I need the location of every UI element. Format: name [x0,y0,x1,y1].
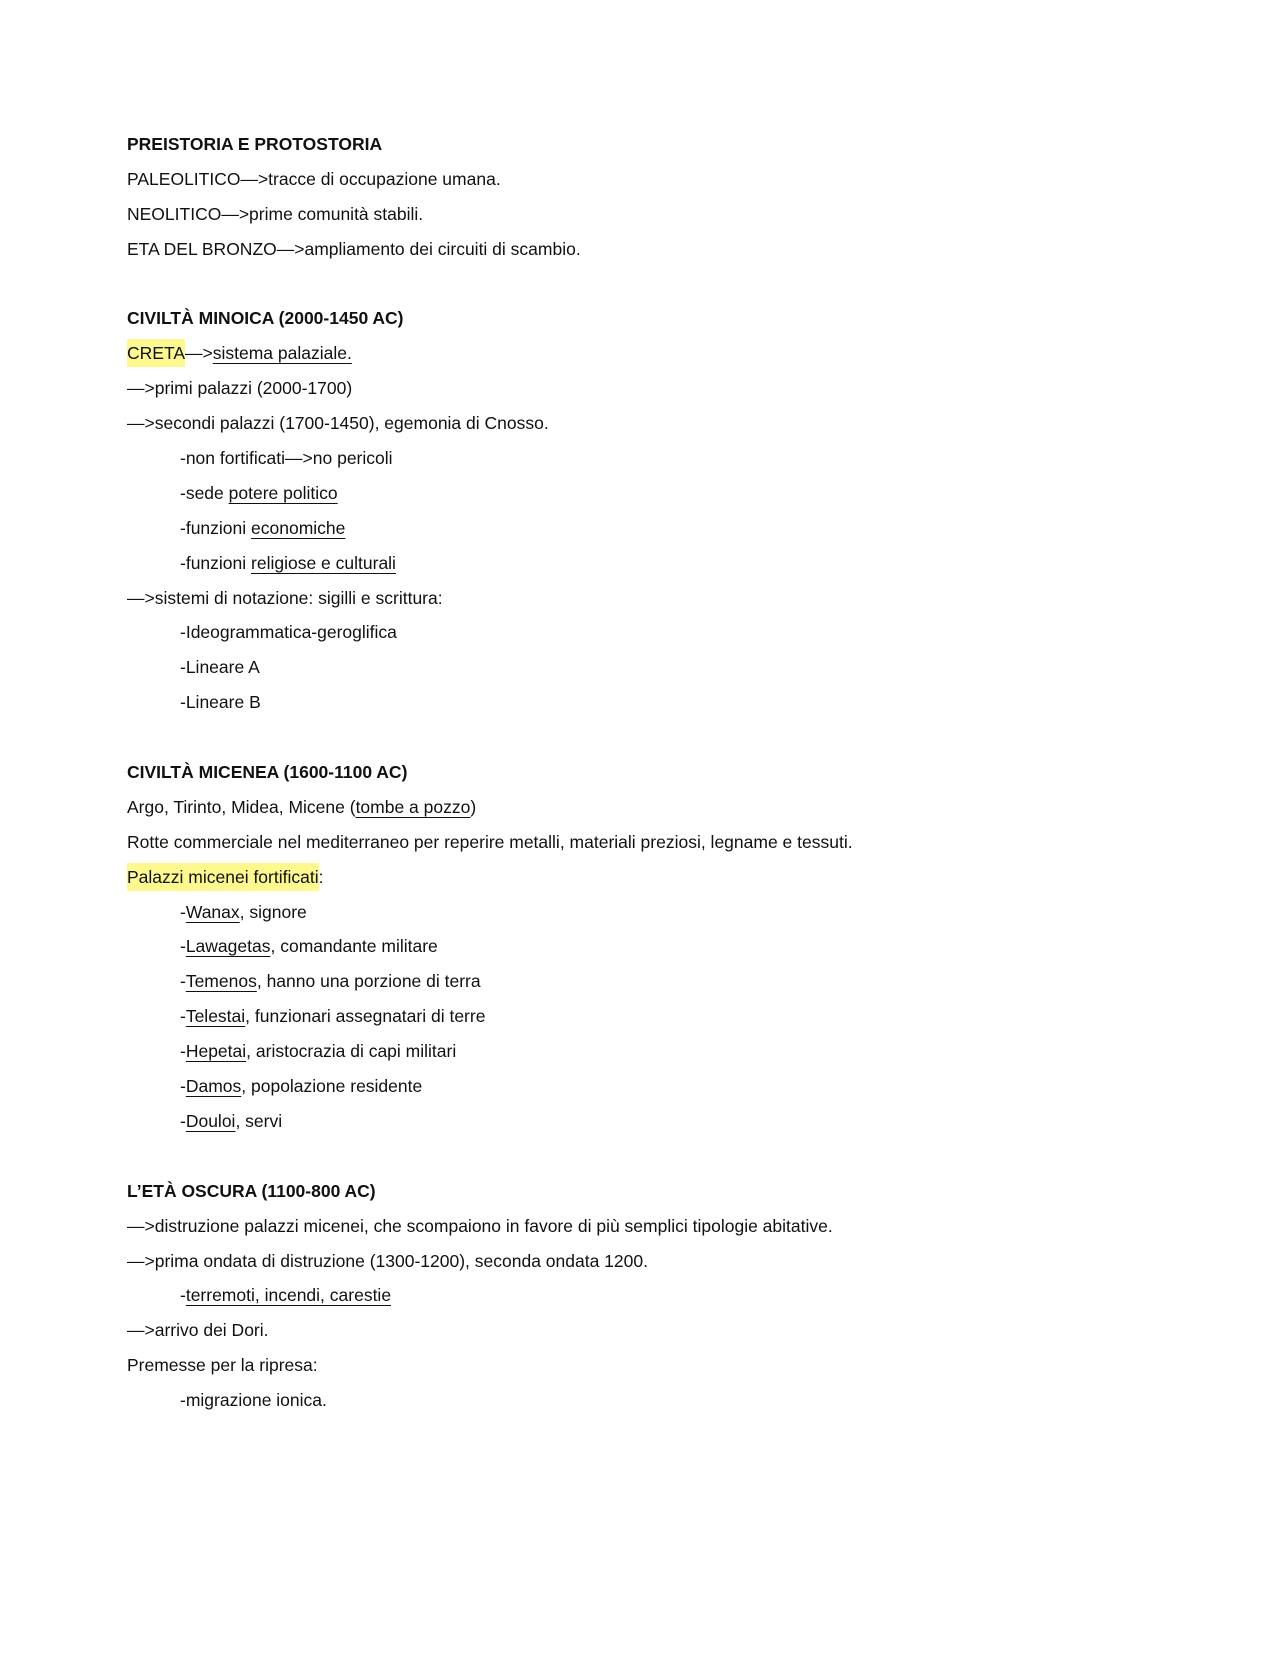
section-heading: CIVILTÀ MICENEA (1600-1100 AC) [127,762,408,783]
text-line [127,790,1157,825]
text-line: —>arrivo dei Dori. [127,1320,269,1341]
document-page [127,127,1157,1418]
role-name: Lawagetas [185,936,271,957]
text-line: —>secondi palazzi (1700-1450), egemonia di Cnosso. [127,413,549,434]
role-name: Hepetai [185,1041,247,1062]
role-desc: , comandante militare [270,936,438,957]
text-line: -Lineare B [180,692,261,713]
text-line [127,1278,1157,1313]
text-line: —>prima ondata di distruzione (1300-1200), seconda ondata 1200. [127,1250,648,1271]
underlined-text: sistema palaziale [212,343,347,364]
text-line [127,546,1157,581]
text-line: -migrazione ionica. [180,1390,327,1411]
dash: - [180,1110,186,1131]
dash: - [180,936,186,957]
underlined-text: tombe a pozzo [355,796,471,817]
text: -funzioni [180,517,252,538]
role-item [127,1069,1157,1104]
dash: - [180,1006,186,1027]
role-item [127,1104,1157,1139]
section-heading: L’ETÀ OSCURA (1100-800 AC) [127,1180,376,1201]
text: -sede [180,482,229,503]
text: -funzioni [180,552,252,573]
section-heading: PREISTORIA E PROTOSTORIA [127,134,383,154]
role-desc: , signore [239,901,307,922]
text-line: NEOLITICO—>prime comunità stabili. [127,203,424,224]
underlined-text: potere politico [228,482,338,503]
role-item [127,964,1157,999]
role-desc: , hanno una porzione di terra [256,971,481,992]
dash: - [180,1041,186,1062]
text-line [127,860,1157,895]
text-line [127,511,1157,546]
text-line: ETA DEL BRONZO—>ampliamento dei circuiti di scambio. [127,238,581,259]
role-name: Wanax [185,901,240,922]
text-line: —>primi palazzi (2000-1700) [127,378,353,399]
text-line [127,476,1157,511]
text-line: PALEOLITICO—>tracce di occupazione umana. [127,168,501,189]
text-line: -Lineare A [180,657,260,678]
role-desc: , aristocrazia di capi militari [246,1041,457,1062]
text-line: —>distruzione palazzi micenei, che scompaiono in favore di più semplici tipologie abitative. [127,1215,833,1236]
dash: - [180,971,186,992]
role-name: Temenos [185,971,257,992]
underlined-text: economiche [251,517,346,538]
role-item [127,929,1157,964]
role-name: Douloi [185,1110,236,1131]
role-name: Telestai [185,1006,246,1027]
dash: - [180,901,186,922]
highlighted-text: CRETA [127,339,185,367]
blank-line [127,720,1157,755]
section-heading: CIVILTÀ MINOICA (2000-1450 AC) [127,308,404,329]
text: . [346,343,352,364]
text: : [318,866,324,887]
role-desc: , servi [235,1110,283,1131]
underlined-text: religiose e culturali [251,552,396,573]
text-line: -Ideogrammatica-geroglifica [180,622,397,643]
role-item [127,999,1157,1034]
role-name: Damos [185,1076,242,1097]
role-item [127,895,1157,930]
text: - [180,1285,186,1306]
role-item [127,1034,1157,1069]
text-line: Rotte commerciale nel mediterraneo per reperire metalli, materiali preziosi, legname e tessuti. [127,831,853,852]
text: Argo, Tirinto, Midea, Micene ( [127,796,356,817]
text-line: —>sistemi di notazione: sigilli e scrittura: [127,587,443,608]
role-desc: , popolazione residente [241,1076,423,1097]
text: ) [470,796,477,817]
underlined-text: terremoti, incendi, carestie [185,1285,392,1306]
text-line [127,336,1157,371]
role-desc: , funzionari assegnatari di terre [245,1006,486,1027]
dash: - [180,1076,186,1097]
highlighted-text: Palazzi micenei fortificati [127,863,319,891]
text-line: Premesse per la ripresa: [127,1355,318,1376]
text-line: -non fortificati—>no pericoli [180,448,393,469]
blank-line [127,1139,1157,1174]
text: —> [185,343,213,364]
blank-line [127,267,1157,302]
